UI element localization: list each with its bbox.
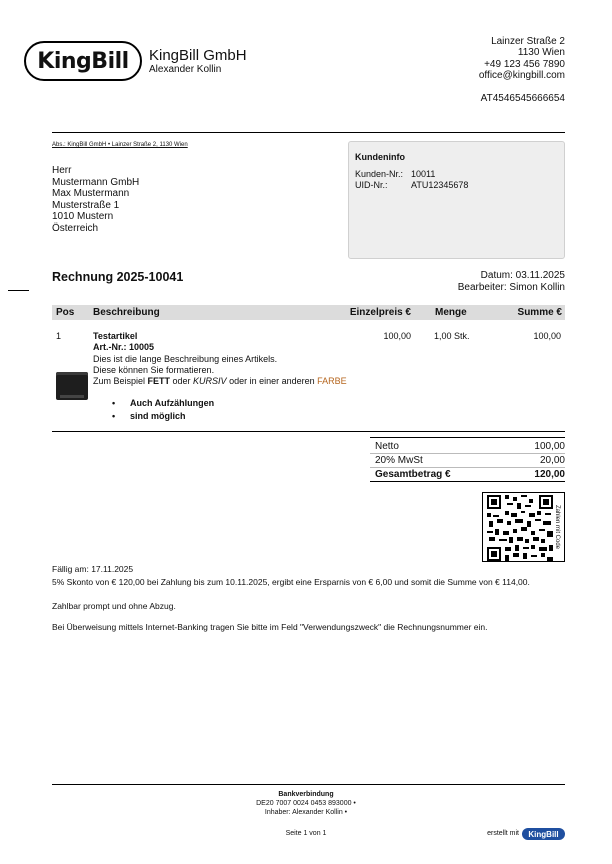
qr-code-box	[482, 492, 565, 562]
totals-divider	[370, 467, 565, 468]
total-value: 120,00	[534, 469, 565, 480]
qr-code-label: Zahlen mit Code	[554, 504, 560, 550]
invoice-editor: Bearbeiter: Simon Kollin	[457, 282, 565, 293]
item-article-number: Art.-Nr.: 10005	[93, 342, 155, 352]
kingbill-logo: KingBill	[24, 41, 142, 81]
item-name: Testartikel	[93, 331, 138, 341]
company-street: Lainzer Straße 2	[491, 36, 565, 47]
bank-holder: Inhaber: Alexander Kollin •	[264, 809, 348, 816]
payment-terms: Zahlbar prompt und ohne Abzug.	[52, 601, 176, 611]
bullet-dot: •	[112, 398, 116, 408]
vat-value: 20,00	[539, 455, 565, 466]
recipient-salutation: Herr	[52, 165, 72, 176]
net-value: 100,00	[534, 441, 565, 452]
company-email[interactable]: office@kingbill.com	[478, 70, 565, 81]
customer-info-title: Kundeninfo	[355, 152, 405, 162]
qr-code-icon	[487, 495, 553, 561]
bank-title: Bankverbindung	[278, 791, 334, 798]
bullet-dot: •	[112, 411, 116, 421]
invoice-title: Rechnung 2025-10041	[52, 270, 184, 284]
recipient-city: 1010 Mustern	[52, 211, 114, 222]
bullet-item: Auch Aufzählungen	[130, 398, 215, 408]
item-description-line2: Diese können Sie formatieren.	[93, 365, 215, 375]
bank-iban: DE20 7007 0024 0453 893000 •	[256, 800, 356, 807]
customer-number-label: Kunden-Nr.:	[355, 169, 404, 179]
created-with-label: erstellt mit	[487, 830, 519, 837]
desc-text: Zum Beispiel	[93, 376, 148, 386]
due-date: Fällig am: 17.11.2025	[52, 564, 134, 574]
recipient-company: Mustermann GmbH	[52, 176, 140, 188]
page-number: Seite 1 von 1	[285, 830, 327, 837]
recipient-address	[52, 165, 139, 234]
item-pos: 1	[56, 331, 62, 341]
header-unit-price: Einzelpreis €	[349, 307, 411, 318]
item-description-line3	[93, 376, 347, 386]
invoice-date: Datum: 03.11.2025	[480, 270, 565, 281]
net-label: Netto	[375, 441, 399, 452]
desc-italic: KURSIV	[193, 376, 227, 386]
total-label: Gesamtbetrag €	[375, 469, 451, 480]
company-uid: AT4546545666654	[480, 93, 565, 104]
company-name: KingBill GmbH	[149, 47, 247, 64]
desc-text: oder	[170, 376, 194, 386]
bullet-item: sind möglich	[130, 411, 186, 421]
totals-divider	[370, 453, 565, 454]
customer-uid-label: UID-Nr.:	[355, 180, 388, 190]
table-bottom-divider	[52, 431, 565, 432]
item-description-line1: Dies ist die lange Beschreibung eines Artikels.	[93, 354, 278, 364]
total-underline	[370, 481, 565, 482]
vat-label: 20% MwSt	[375, 455, 423, 466]
header-quantity: Menge	[435, 307, 467, 318]
header-description: Beschreibung	[93, 307, 160, 318]
totals-top-divider	[370, 437, 565, 438]
item-quantity: 1,00 Stk.	[434, 331, 470, 341]
item-unit-price: 100,00	[383, 331, 411, 341]
desc-text: oder in einer anderen	[226, 376, 318, 386]
recipient-country: Österreich	[52, 222, 99, 234]
company-phone: +49 123 456 7890	[484, 59, 565, 70]
customer-number-value: 10011	[411, 169, 436, 179]
recipient-name: Max Mustermann	[52, 188, 130, 199]
footer-divider	[52, 784, 565, 785]
kingbill-footer-logo[interactable]: KingBill	[522, 828, 565, 840]
header-divider	[52, 132, 565, 133]
desc-bold: FETT	[147, 376, 171, 386]
item-sum: 100,00	[533, 331, 561, 341]
company-city: 1130 Wien	[517, 47, 565, 58]
customer-uid-value: ATU12345678	[411, 180, 469, 190]
fold-mark	[8, 290, 29, 291]
skonto-text: 5% Skonto von € 120,00 bei Zahlung bis zum 10.11.2025, ergibt eine Ersparnis von € 6,00 und somit die Summe von € 114,00.	[52, 577, 530, 587]
header-pos: Pos	[56, 307, 75, 318]
company-person: Alexander Kollin	[149, 64, 222, 75]
transfer-note: Bei Überweisung mittels Internet-Banking tragen Sie bitte im Feld "Verwendungszweck" die Rechnungsnummer ein.	[52, 622, 488, 632]
product-image	[56, 372, 88, 400]
recipient-street: Musterstraße 1	[52, 199, 120, 211]
header-sum: Summe €	[517, 307, 562, 318]
sender-line: Abs.: KingBill GmbH • Lainzer Straße 2, 1130 Wien	[52, 142, 188, 148]
desc-colored: FARBE	[317, 376, 347, 386]
